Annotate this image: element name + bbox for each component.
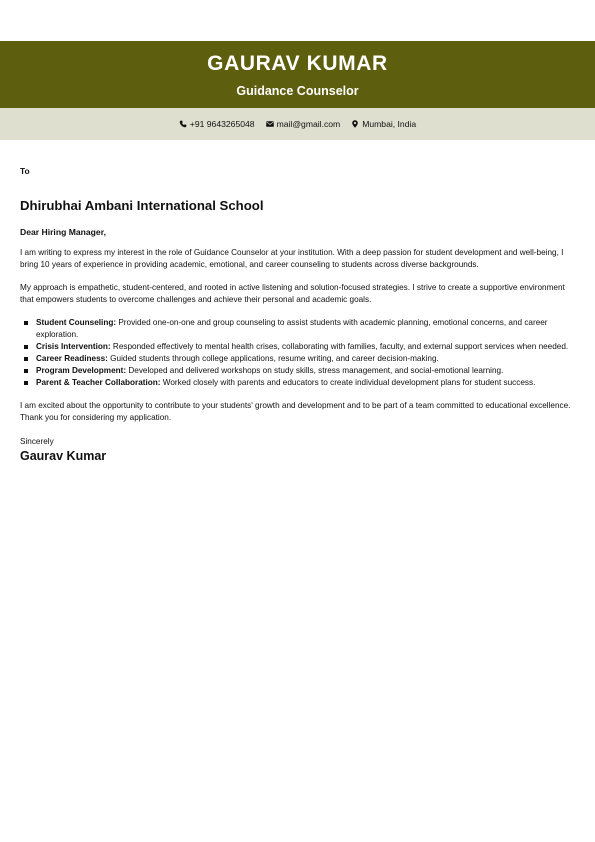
salutation: Dear Hiring Manager, — [20, 227, 106, 237]
signature-name: Gaurav Kumar — [20, 449, 107, 463]
recipient-company: Dhirubhai Ambani International School — [20, 198, 264, 213]
phone-text: +91 9643265048 — [189, 119, 255, 129]
list-item-text: Worked closely with parents and educators to create individual development plans for student success. — [160, 378, 536, 387]
envelope-icon — [266, 120, 274, 128]
paragraph-approach: My approach is empathetic, student-centered, and rooted in active listening and solution-focused strategies. I strive to create a supportive environment that empowers students to overcome challenges and achieve their personal and academic goals. — [20, 283, 565, 304]
to-label: To — [20, 166, 30, 176]
email-text: mail@gmail.com — [276, 119, 341, 129]
list-item — [36, 365, 575, 377]
paragraph-intro: I am writing to express my interest in the role of Guidance Counselor at your institution. With a deep passion for student development and well-being, I bring 10 years of experience in providing academic, emotional, and career counseling to students across diverse backgrounds. — [20, 248, 564, 269]
paragraph-closing: I am excited about the opportunity to contribute to your students' growth and development and to be part of a team committed to educational excellence. Thank you for considering my application. — [20, 401, 571, 422]
location-text: Mumbai, India — [362, 119, 417, 129]
contact-email — [266, 119, 341, 129]
list-item — [36, 377, 575, 389]
letter-body — [20, 165, 575, 464]
list-item-text: Responded effectively to mental health crises, collaborating with families, faculty, and external support services when needed. — [110, 342, 569, 351]
list-item-text: Provided one-on-one and group counseling to assist students with academic planning, emotional concerns, and career exploration. — [36, 318, 548, 339]
list-item-lead: Career Readiness: — [36, 354, 108, 363]
achievement-list — [20, 317, 575, 389]
header-banner — [0, 41, 595, 108]
applicant-role: Guidance Counselor — [236, 84, 359, 98]
list-item-lead: Crisis Intervention: — [36, 342, 111, 351]
list-item — [36, 317, 575, 341]
contact-bar — [0, 108, 595, 140]
applicant-name: GAURAV KUMAR — [207, 52, 388, 75]
list-item-text: Developed and delivered workshops on study skills, stress management, and social-emotional learning. — [126, 366, 504, 375]
map-marker-icon — [351, 120, 359, 128]
list-item-lead: Program Development: — [36, 366, 127, 375]
contact-phone — [179, 119, 255, 129]
list-item — [36, 353, 575, 365]
list-item-lead: Parent & Teacher Collaboration: — [36, 378, 161, 387]
phone-icon — [179, 120, 187, 128]
list-item-lead: Student Counseling: — [36, 318, 117, 327]
list-item — [36, 341, 575, 353]
contact-location — [351, 119, 416, 129]
signoff: Sincerely — [20, 437, 54, 446]
list-item-text: Guided students through college applications, resume writing, and career decision-making. — [107, 354, 439, 363]
